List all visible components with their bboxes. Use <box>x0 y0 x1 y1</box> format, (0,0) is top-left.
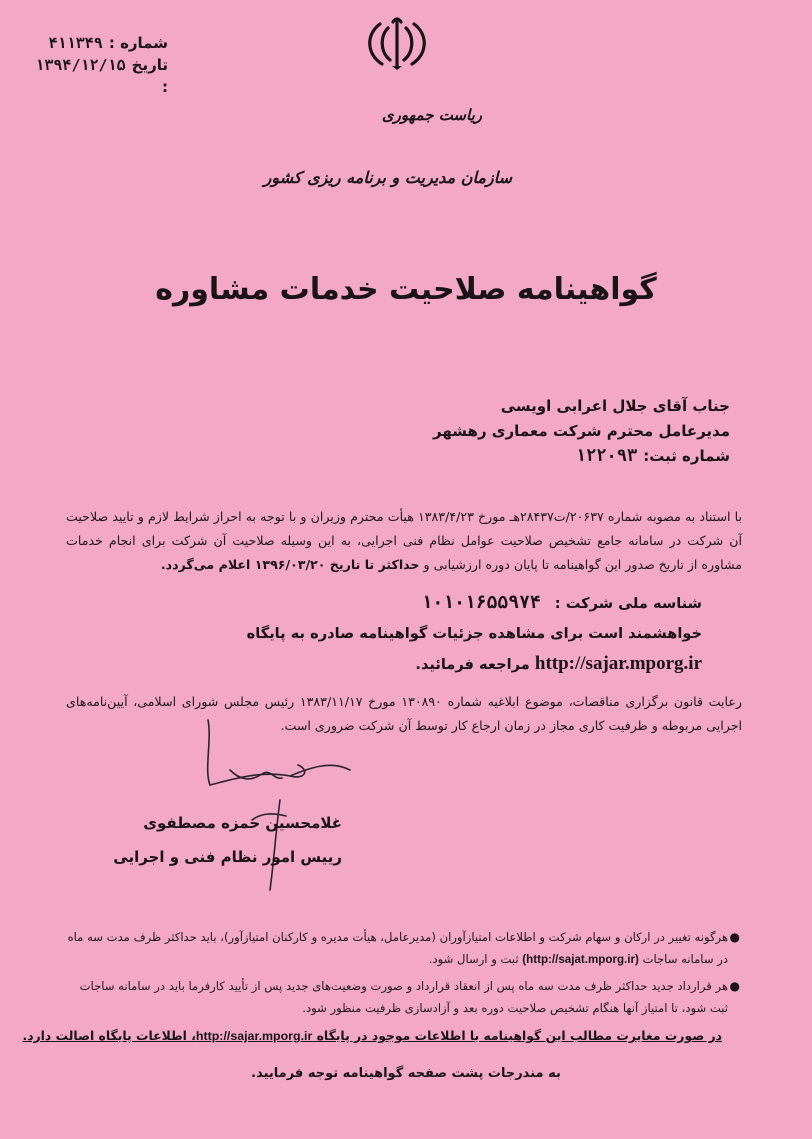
approval-text: با استناد به مصوبه شماره ۲۰۶۳۷/ت۲۸۴۳۷هـ مورخ ۱۳۸۳/۴/۲۳ هیأت محترم وزیران و با توجه به احراز شرایط لازم و تایید صلاحیت آن شرکت در سامانه جامع تشخیص صلاحیت عوامل نظام فنی اجرایی، به این وسیله صلاحیت آن شرکت برای انجام خدمات مشاوره از تاریخ صدور این گواهینامه تا پایان دوره ارزشیابی و <box>66 509 742 572</box>
letter-number-value: ۴۱۱۳۴۹ <box>48 34 103 52</box>
letter-meta <box>35 32 168 98</box>
issuer-org: ریاست جمهوری <box>381 106 482 124</box>
signer-name: غلامحسین حمزه مصطفوی <box>143 814 342 832</box>
addressee-name: جناب آقای جلال اعرابی اویسی <box>500 397 730 415</box>
letter-date-value: ۱۳۹۴/۱۲/۱۵ <box>35 56 126 74</box>
company-id-value: ۱۰۱۰۱۶۵۵۹۷۴ <box>421 592 541 613</box>
warning-suffix: ، اطلاعات پایگاه اصالت دارد. <box>22 1028 196 1043</box>
letter-date-row <box>35 54 168 98</box>
note-text: هرگونه تغییر در ارکان و سهام شرکت و اطلاعات امتیازآوران (مدیرعامل، هیأت مدیره و کارکنان امتیازآور)، باید حداکثر ظرف مدت سه ماه در سامانه ساجات <box>67 930 728 966</box>
request-suffix: مراجعه فرمائید. <box>415 656 530 673</box>
addressee-block <box>433 394 730 469</box>
approval-paragraph <box>66 505 742 577</box>
request-line: خواهشمند است برای مشاهده جزئیات گواهینامه صادره به پایگاه <box>246 625 702 642</box>
letter-number-row <box>38 32 168 54</box>
sajar-link[interactable]: http://sajar.mporg.ir <box>534 653 702 674</box>
bullet-icon: ● <box>729 979 740 993</box>
signer-position: رییس امور نظام فنی و اجرایی <box>113 848 342 866</box>
registration-number: ۱۲۲۰۹۳ <box>575 446 638 466</box>
discrepancy-warning <box>22 1028 722 1043</box>
iran-emblem-icon <box>360 12 434 72</box>
company-info-block <box>142 588 702 680</box>
certificate-title: گواهینامه صلاحیت خدمات مشاوره <box>155 272 657 307</box>
warning-link[interactable]: http://sajar.mporg.ir <box>195 1029 313 1043</box>
note-suffix: ثبت و ارسال شود. <box>428 952 519 966</box>
note-text: هر قرارداد جدید حداکثر ظرف مدت سه ماه پس از انعقاد قرارداد و صورت وضعیت‌های جدید پس از تأیید کارفرما باید در سامانه ساجات ثبت شود، تا امتیاز آنها هنگام تشخیص صلاحیت دوره بعد و آزادسازی ظرفیت منظور شود. <box>79 979 728 1015</box>
signer-block <box>113 806 342 874</box>
registration-label: شماره ثبت: <box>643 447 730 465</box>
addressee-role: مدیرعامل محترم شرکت معماری رهشهر <box>433 422 730 440</box>
bullet-icon: ● <box>729 930 740 944</box>
footer-note: به مندرجات پشت صفحه گواهینامه توجه فرمایید. <box>251 1066 561 1081</box>
note-item <box>66 975 740 1019</box>
validity-text: حداکثر تا تاریخ ۱۳۹۶/۰۳/۲۰ اعلام می‌گردد. <box>160 557 420 572</box>
issuer-suborg: سازمان مدیریت و برنامه ریزی کشور <box>263 168 512 187</box>
request-url-row <box>142 649 702 680</box>
company-id-row <box>142 588 702 619</box>
warning-prefix: در صورت مغایرت مطالب این گواهینامه با اطلاعات موجود در پایگاه <box>316 1028 722 1043</box>
company-id-label: شناسه ملی شرکت : <box>554 595 702 612</box>
notes-list <box>66 926 740 1023</box>
compliance-paragraph: رعایت قانون برگزاری مناقصات، موضوع ابلاغیه شماره ۱۳۰۸۹۰ مورخ ۱۳۸۳/۱۱/۱۷ رئیس مجلس شورای اسلامی، آیین‌نامه‌های اجرایی مربوطه و ظرفیت کاری مجاز در زمان ارجاع کار توسط آن شرکت ضروری است. <box>66 694 742 733</box>
letter-number-label: شماره : <box>108 34 168 52</box>
registration-row <box>433 444 730 469</box>
letter-date-label: تاریخ : <box>131 56 168 96</box>
note-item <box>66 926 740 971</box>
sajat-link[interactable]: (http://sajat.mporg.ir) <box>522 953 639 966</box>
